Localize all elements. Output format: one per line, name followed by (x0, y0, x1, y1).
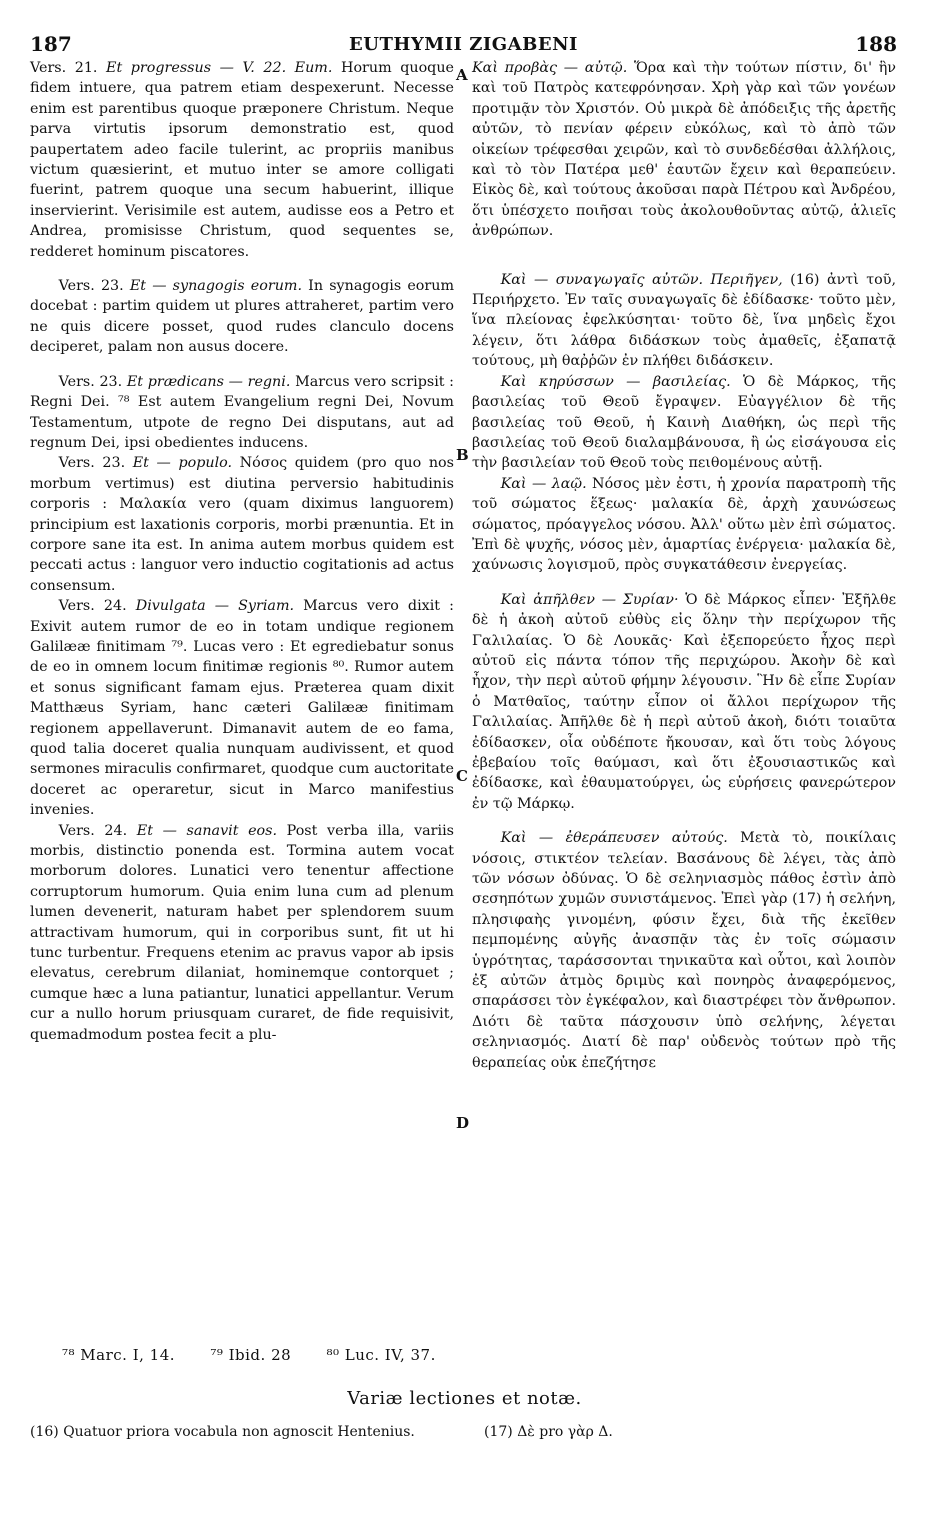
lemma: Et prædicans — regni. (126, 373, 291, 390)
lemma: Καὶ ἀπῆλθεν — Συρίαν· (500, 591, 679, 608)
lemma: Et — synagogis eorum. (129, 278, 303, 295)
latin-paragraph: Vers. 24. Divulgata — Syriam. Marcus vero dixit : Exivit autem rumor de eo in totam undique regionem Galilææ finitimam ⁷⁹. Lucas vero : Et egrediebatur sonus de eo in omnem locum finitimæ regionis ⁸⁰. Rumor autem et sonus significant famam ejus. Præterea quam dixit Matthæus Syriam, hanc cæteri Galilææ finitimam regionem appellaverunt. Dimanavit autem de eo fama, quod talia doceret qualia nunquam audivissent, et quod sermones miraculis confirmaret, quodque cum auctoritate doceret ac operaretur, sicut in Marco manifestius invenies. (30, 598, 454, 819)
footnote: ⁸⁰ Luc. IV, 37. (326, 1346, 436, 1364)
page-header (30, 26, 897, 56)
margin-letter-b: B (456, 446, 469, 464)
variae-lectiones-title: Variæ lectiones et notæ. (347, 1388, 582, 1409)
latin-paragraph: Vers. 24. Et — sanavit eos. Post verba illa, variis morbis, distinctio ponenda est. Tormina autem vocat morborum dolores. Lunatici vero tenentur affectione corruptorum humorum. Quia enim luna cum ad plenum lumen devenerit, naturam habet per splendorem suum attractivam humorum, qui in corporibus sunt, fit ut hi tunc turbentur. Frequens etenim ac pravus vapor ab ipsis elevatus, cerebrum dilaniat, hominemque contorquet ; cumque hæc a luna patiantur, lunatici appellantur. Verum cur a nullo horum priusquam curaret, de fide requisivit, quemadmodum postea fecit a plu- (30, 822, 454, 1043)
page-number-left: 187 (30, 32, 72, 56)
lemma: Καὶ — ἐθεράπευσεν αὐτούς. (500, 830, 728, 847)
lemma: Καὶ κηρύσσων — βασιλείας. (500, 373, 731, 390)
greek-paragraph: Καὶ — συναγωγαῖς αὐτῶν. Περιῆγεν, (16) ἀντὶ τοῦ, Περιήρχετο. Ἐν ταῖς συναγωγαῖς δὲ ἐδίδασκε· τοῦτο μὲν, ἵνα πλείονας ἐφελκύσηται· τοῦτο δὲ, ἵνα μηδεὶς ἔχοι λέγειν, ὅτι λάθρα διδάσκων τοὺς ἀμαθεῖς, ἐξαπατᾷ τούτους, μὴ θαῤῥῶν ἐν πλήθει διδάσκειν. (472, 271, 896, 370)
lemma: Καὶ — λαῷ. (500, 475, 587, 492)
lemma: Et — sanavit eos. (136, 822, 278, 839)
margin-letter-d: D (456, 1114, 470, 1132)
latin-paragraph: Vers. 21. Et progressus — V. 22. Eum. Horum quoque fidem intuere, qua patrem etiam despexerunt. Necesse enim est parentibus quoque præponere Christum. Neque parva virtutis ipsorum demonstratio est, quod paupertatem adeo facile tulerint, ac propriis manibus victum quæsierint, et mutuo inter se amore colligati fuerint, patrem quoque una secum habuerint, illique inservierint. Verisimile est autem, audisse eos a Petro et Andrea, promisisse Christum, quod sequentes se, redderet hominum piscatores. (30, 60, 454, 260)
footnote: ⁷⁸ Marc. I, 14. (62, 1346, 176, 1364)
greek-paragraph: Καὶ προβὰς — αὐτῷ. Ὅρα καὶ τὴν τούτων πίστιν, δι' ἣν καὶ τοῦ Πατρὸς κατεφρόνησαν. Χρὴ γὰρ καὶ τῶν γονέων προτιμᾷν τὸν Χριστόν. Οὐ μικρὰ δὲ ἀπόδειξις τῆς ἀρετῆς αὐτῶν, τὸ πενίαν φέρειν εὐκόλως, καὶ τὸ ἀπὸ τῶν οἰκείων τρέφεσθαι χειρῶν, καὶ τὸ συνδεδέσθαι ἀλλήλοις, καὶ τὸ τὸν Πατέρα μεθ' ἑαυτῶν ἔχειν καὶ θεραπεύειν. Εἰκὸς δὲ, καὶ τούτους ἀκοῦσαι παρὰ Πέτρου καὶ Ἀνδρέου, ὅτι ὑπέσχετο ποιῆσαι τοὺς ἀκολουθοῦντας αὐτῷ, ἁλιεῖς ἀνθρώπων. (472, 60, 896, 240)
margin-letter-c: C (456, 767, 468, 785)
latin-column (30, 58, 454, 1045)
latin-paragraph: Vers. 23. Et prædicans — regni. Marcus vero scripsit : Regni Dei. ⁷⁸ Est autem Evangelium regni Dei, Novum Testamentum, utpote de regno Dei disputans, aut ad regnum Dei, ipsi obedientes inducens. (30, 373, 454, 451)
margin-letter-a: A (456, 66, 468, 84)
footnote: ⁷⁹ Ibid. 28 (210, 1346, 292, 1364)
latin-paragraph: Vers. 23. Et — synagogis eorum. In synagogis eorum docebat : partim quidem ut plures attraheret, partim vero ne quis dicere posset, quod rudes clanculo docens deciperet, palam non ausus docere. (30, 278, 455, 356)
running-title: EUTHYMII ZIGABENI (349, 34, 578, 55)
greek-paragraph: Καὶ — ἐθεράπευσεν αὐτούς. Μετὰ τὸ, ποικίλαις νόσοις, στικτέον τελείαν. Βασάνους δὲ λέγει, τὰς ἀπὸ τῶν νόσων ὀδύνας. Ὁ δὲ σεληνιασμὸς πάθος ἐστὶν ἀπὸ σεσηπότων χυμῶν συνιστάμενος. Ἐπεὶ γὰρ (17) ἡ σελήνη, πλησιφαὴς γινομένη, φύσιν ἔχει, διὰ τῆς ἐκεῖθεν πεμπομένης αὐγῆς ἀνασπᾷν τὰς ἐν τοῖς σώμασιν ὑγρότητας, ταράσσονται τηνικαῦτα καὶ οὗτοι, καὶ λοιπὸν ἐξ αὐτῶν ἀτμὸς δριμὺς καὶ πονηρὸς ἀναφερόμενος, σπαράσσει τὸν ἐγκέφαλον, καὶ διαστρέφει τὸν ἄνθρωπον. Διότι δὲ ταῦτα πάσχουσιν ὑπὸ σελήνης, λέγεται σεληνιασμός. Διατί δὲ παρ' οὐδενὸς τούτων πρὸ τῆς θεραπείας οὐκ ἐπεζήτησε (472, 830, 896, 1071)
lemma: Divulgata — Syriam. (135, 598, 295, 615)
lemma: Et progressus — V. 22. Eum. (106, 60, 333, 76)
greek-column (472, 58, 896, 1073)
page-number-right: 188 (855, 32, 897, 56)
footnotes (62, 1346, 466, 1364)
latin-paragraph: Vers. 23. Et — populo. Νόσος quidem (pro quo nos morbum vertimus) est diutina perversio habitudinis corporis : Μαλακία vero (quam diximus languorem) principium est laxationis corporis, morbi prænuntia. Et in corpore sane ita est. In anima autem morbus quidem est peccati actus : languor vero inductio cogitationis ad actus consensum. (30, 455, 454, 594)
greek-paragraph: Καὶ — λαῷ. Νόσος μὲν ἐστι, ἡ χρονία παρατροπὴ τῆς τοῦ σώματος ἕξεως· μαλακία δὲ, ἀρχὴ χαυνώσεως σώματος, πρόαγγελος νόσου. Ἀλλ' οὕτω μὲν ἐπὶ σώματος. Ἐπὶ δὲ ψυχῆς, νόσος μὲν, ἁμαρτίας ἐνέργεια· μαλακία δὲ, χαύνωσις λογισμοῦ, πρὸς συγκατάθεσιν ἐνεργείας. (472, 475, 896, 574)
greek-paragraph: Καὶ κηρύσσων — βασιλείας. Ὁ δὲ Μάρκος, τῆς βασιλείας τοῦ Θεοῦ ἔγραψεν. Εὐαγγέλιον δὲ τῆς βασιλείας τοῦ Θεοῦ, ἡ Καινὴ Διαθήκη, ὡς περὶ τῆς βασιλείας τοῦ Θεοῦ διαλαμβάνουσα, ἢ ὡς εἰσάγουσα εἰς τὴν βασιλείαν τοῦ Θεοῦ τοὺς πειθομένους αὐτῇ. (472, 373, 896, 472)
variae-note-left: (16) Quatuor priora vocabula non agnoscit Hentenius. (30, 1424, 415, 1440)
lemma: Καὶ προβὰς — αὐτῷ. (472, 60, 628, 76)
greek-paragraph: Καὶ ἀπῆλθεν — Συρίαν· Ὁ δὲ Μάρκος εἶπεν· Ἐξῆλθε δὲ ἡ ἀκοὴ αὐτοῦ εὐθὺς εἰς ὅλην τὴν περίχωρον τῆς Γαλιλαίας. Ὁ δὲ Λουκᾶς· Καὶ ἐξεπορεύετο ἦχος περὶ αὐτοῦ εἰς πάντα τόπον τῆς περιχώρου. Ἀκοὴν δὲ καὶ ἦχον, τὴν περὶ αὐτοῦ φήμην λέγουσιν. Ἣν δὲ εἶπε Συρίαν ὁ Ματθαῖος, ταύτην εἶπον οἱ ἄλλοι περίχωρον τῆς Γαλιλαίας. Ἀπῆλθε δὲ ἡ περὶ αὐτοῦ ἀκοὴ, διότι τοιαῦτα ἐδίδασκεν, οἷα οὐδέποτε ἤκουσαν, καὶ ὅτι τοὺς λόγους ἐβεβαίου τοῖς θαύμασι, καὶ ὅτι ἐξουσιαστικῶς καὶ ἐδίδασκε, καὶ ἐθαυματούργει, ὡς εὑρήσεις φανερώτερον ἐν τῷ Μάρκῳ. (472, 591, 896, 812)
lemma: Καὶ — συναγωγαῖς αὐτῶν. Περιῆγεν, (500, 271, 783, 288)
lemma: Et — populo. (132, 455, 233, 472)
variae-note-right: (17) Δὲ pro γὰρ Δ. (484, 1424, 613, 1440)
